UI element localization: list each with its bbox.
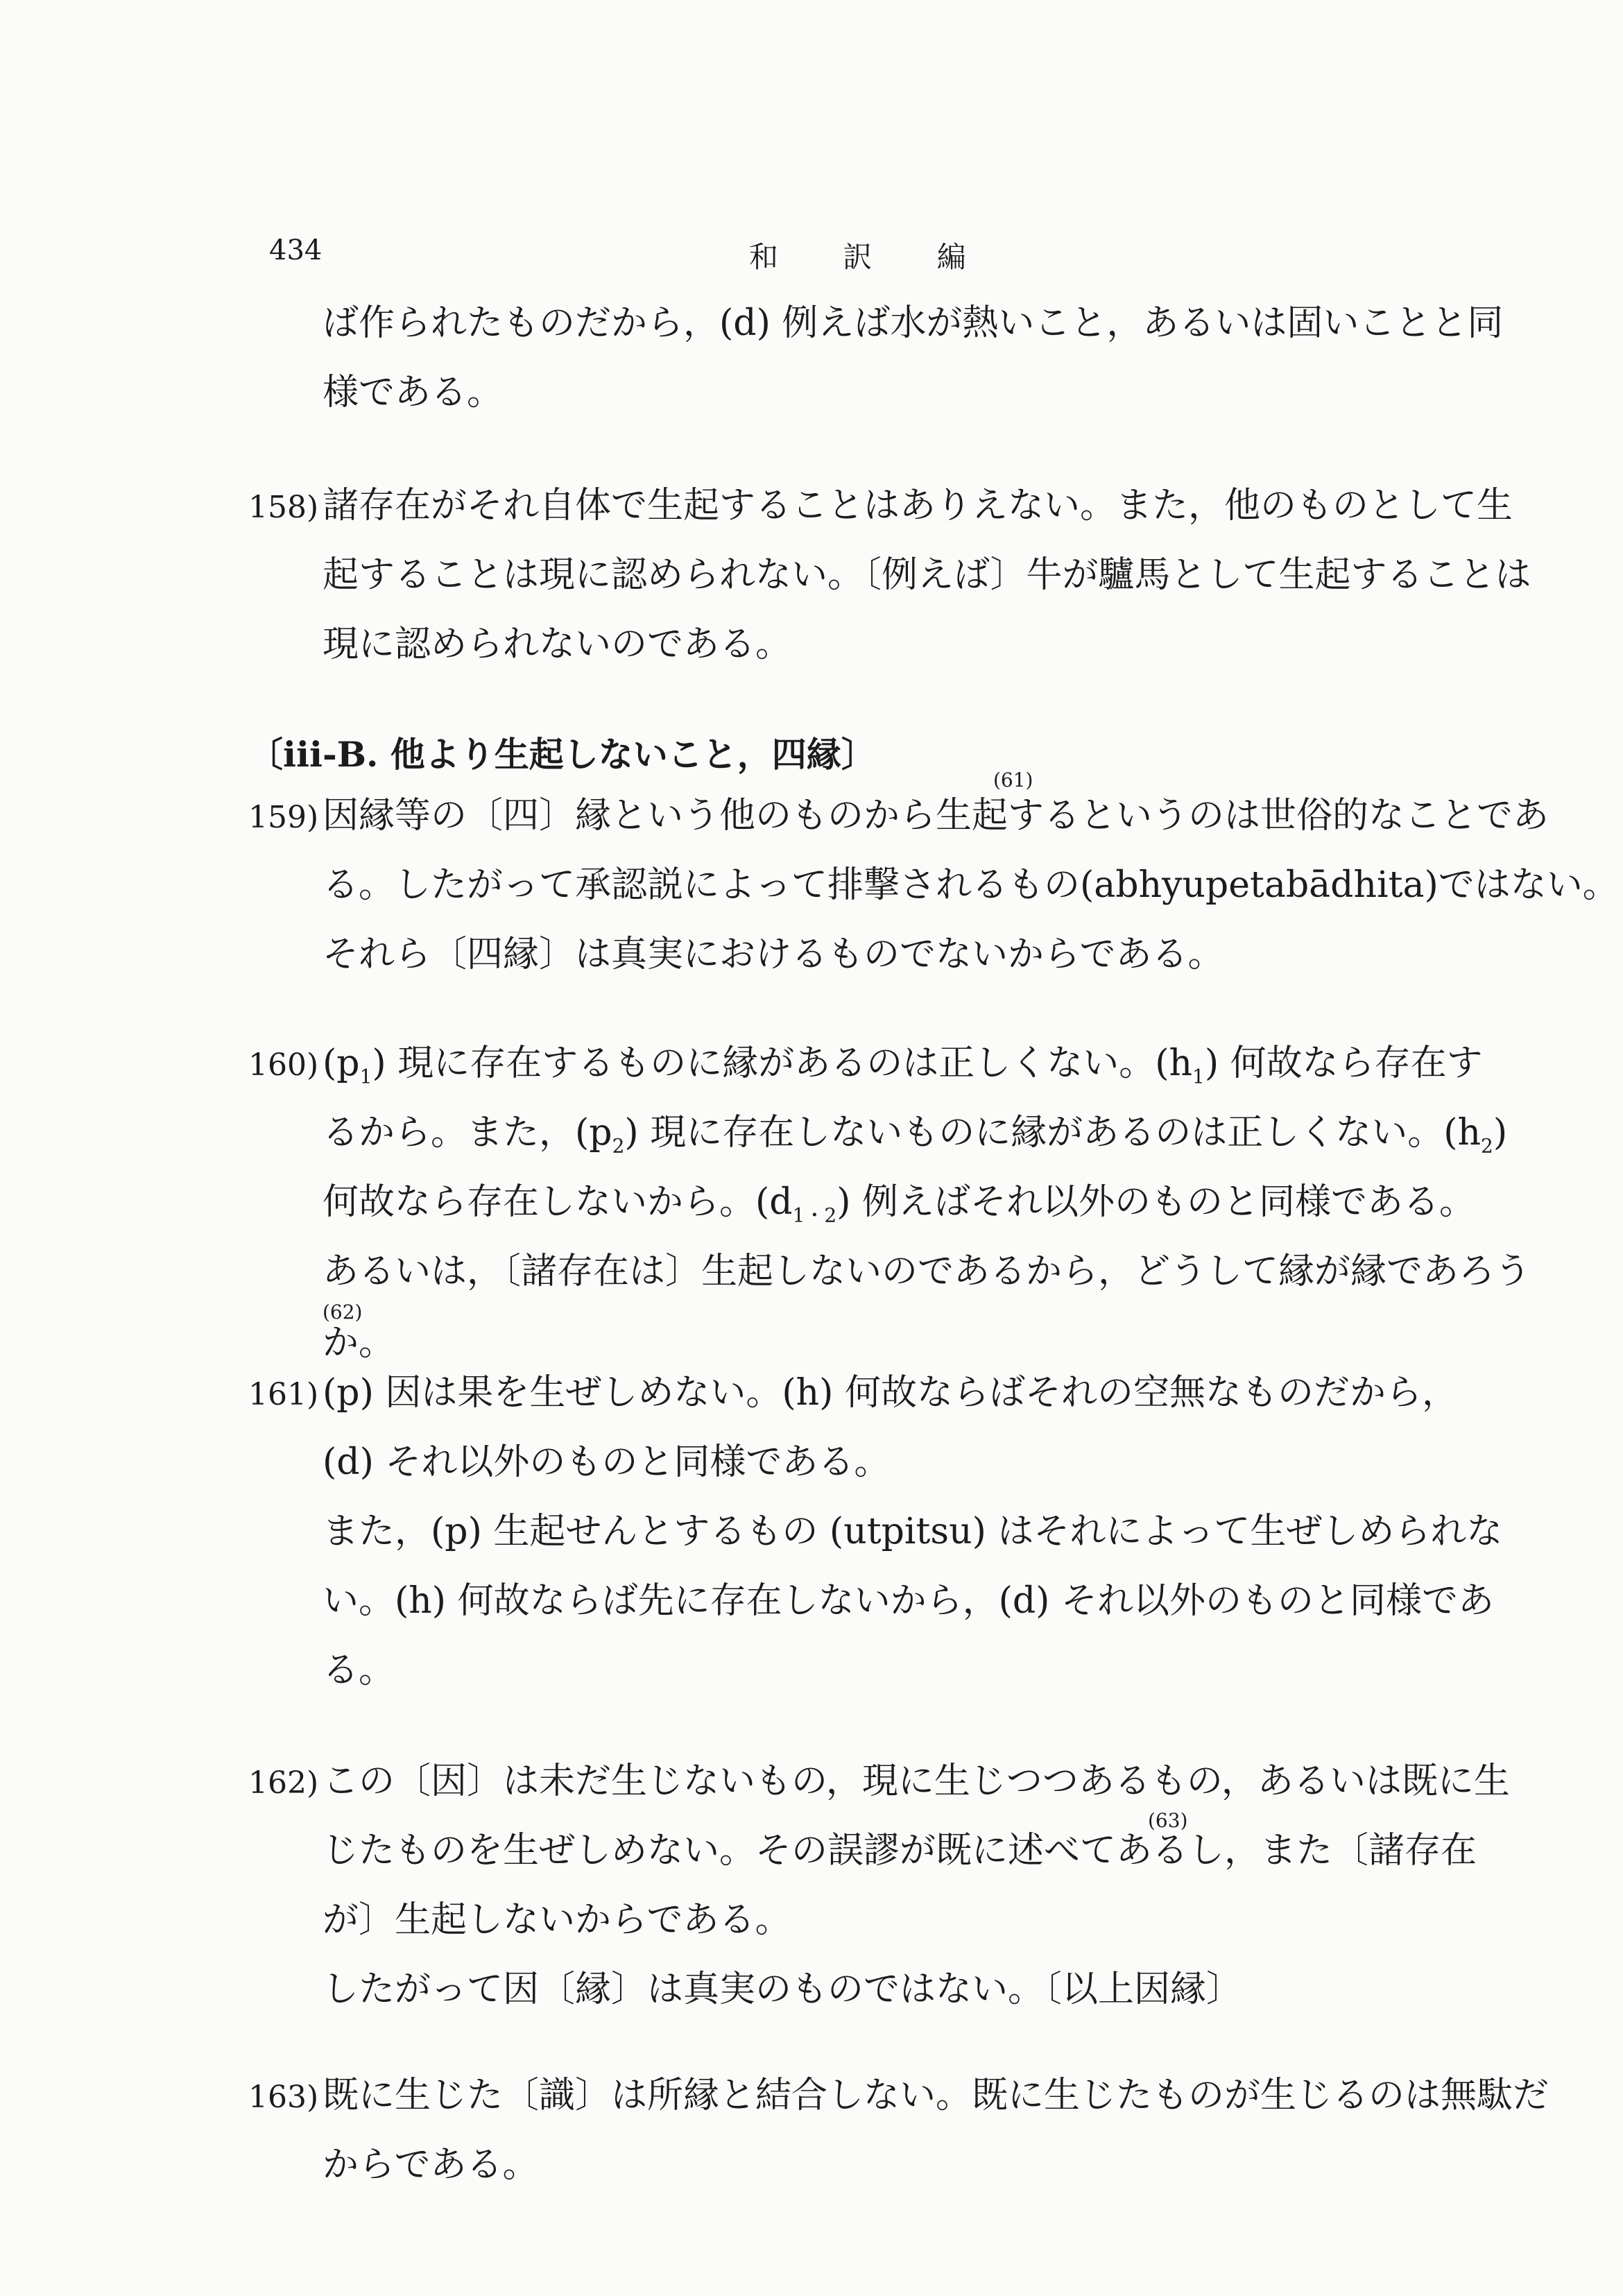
paragraph-number: 158) [248,490,319,525]
running-head: 和 訳 編 [749,240,994,274]
text-line: が〕生起しないからである。 [323,1899,791,1941]
text-line: 現に認められないのである。 [323,624,792,665]
footnote-ref: (63) [1148,1809,1188,1832]
footnote-ref: (61) [993,769,1033,791]
text-line: 既に生じた〔識〕は所縁と結合しない。既に生じたものが生じるのは無駄だ [323,2075,1549,2116]
text-line: 起することは現に認められない。〔例えば〕牛が驢馬として生起することは [323,554,1531,596]
text-line: る。したがって承認説によって排撃されるもの(abhyupetabādhita)ではない。 [323,864,1619,906]
section-heading: 〔iii-B. 他より生起しないこと，四縁〕 [248,734,876,775]
text-line: また，(p) 生起せんとするもの (utpitsu) はそれによって生ぜしめられな [323,1511,1503,1552]
paragraph-number: 162) [248,1765,319,1801]
paragraph-number: 161) [248,1377,319,1412]
text-line: それら〔四縁〕は真実におけるものでないからである。 [323,934,1224,975]
page-number: 434 [269,234,323,266]
text-line: あるいは，〔諸存在は〕生起しないのであるから，どうして縁が縁であろう [323,1251,1531,1292]
text-line: この〔因〕は未だ生じないもの，現に生じつつあるもの，あるいは既に生 [323,1760,1510,1802]
text-line: ば作られたものだから，(d) 例えば水が熱いこと，あるいは固いことと同 [323,302,1504,344]
text-line: る。 [323,1650,395,1691]
page-header [0,234,1623,276]
text-line: (d) それ以外のものと同様である。 [323,1441,891,1483]
text-line: るから。また，$(p_2)$ 現に存在しないものに縁があるのは正しくない。$(h_2)$ [323,1112,1508,1158]
text-line: 諸存在がそれ自体で生起することはありえない。また，他のものとして生 [323,485,1513,526]
paragraph-number: 163) [248,2080,319,2115]
text-line: じたものを生ぜしめない。その誤謬が既に述べてあるし，また〔諸存在 [323,1830,1477,1871]
text-line: い。(h) 何故ならば先に存在しないから，(d) それ以外のものと同様であ [323,1580,1494,1622]
text-line: 何故なら存在しないから。$(d_{1・2})$ 例えばそれ以外のものと同様である。 [323,1181,1476,1227]
text-line: $(p_1)$ 現に存在するものに縁があるのは正しくない。$(h_1)$ 何故なら存在す [323,1043,1483,1088]
paragraph-number: 159) [248,800,319,835]
text-line: からである。 [323,2144,539,2186]
text-line: 様である。 [323,372,504,413]
footnote-ref: (62) [323,1301,363,1323]
text-line: したがって因〔縁〕は真実のものではない。〔以上因縁〕 [323,1969,1243,2010]
text-line: か。 [323,1322,395,1364]
text-line: (p) 因は果を生ぜしめない。(h) 何故ならばそれの空無なものだから， [323,1372,1458,1414]
text-line: 因縁等の〔四〕縁という他のものから生起するというのは世俗的なことであ [323,795,1549,837]
paragraph-number: 160) [248,1047,319,1083]
